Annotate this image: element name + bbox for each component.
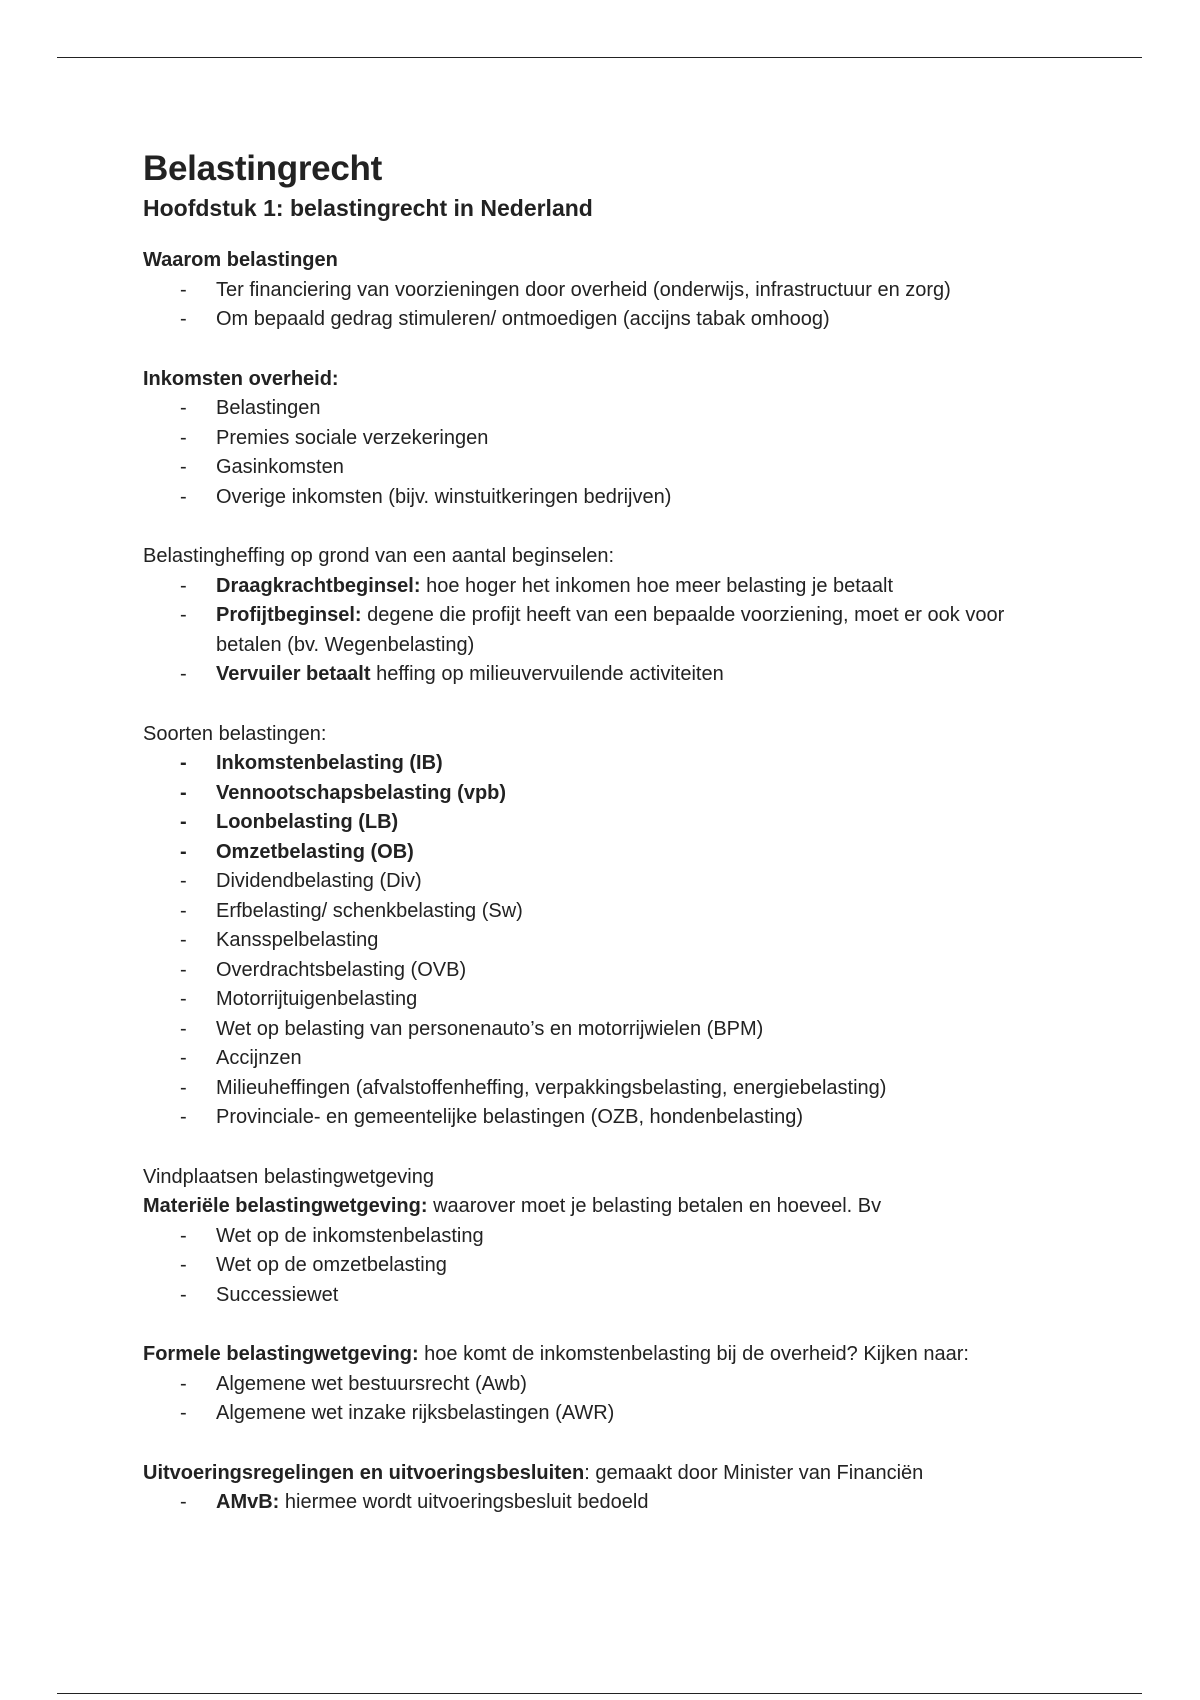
dash-bullet: - [180, 1372, 187, 1395]
list-item [143, 1488, 1073, 1518]
list-item-text: Wet op de inkomstenbelasting [216, 1224, 484, 1247]
list-item [143, 1281, 1073, 1311]
list-item-text: Om bepaald gedrag stimuleren/ ontmoedigen (accijns tabak omhoog) [216, 308, 830, 330]
list-item [143, 867, 1073, 897]
term-description: hoe komt de inkomstenbelasting bij de overheid? Kijken naar: [418, 1343, 969, 1365]
dash-bullet: - [180, 1017, 187, 1040]
list-item [143, 1370, 1073, 1400]
list-item-text: Algemene wet inzake rijksbelastingen (AWR) [216, 1402, 615, 1424]
list-item-text: Dividendbelasting (Div) [216, 870, 422, 892]
term-label: Vervuiler betaalt [216, 663, 371, 685]
dash-bullet: - [180, 899, 187, 922]
list-item [143, 276, 1073, 306]
section-uitvoering [143, 1459, 1073, 1518]
dash-bullet: - [180, 811, 187, 833]
dash-list [143, 394, 1073, 512]
term-description: hiermee wordt uitvoeringsbesluit bedoeld [279, 1491, 649, 1513]
list-item [143, 1222, 1073, 1252]
list-item [143, 660, 1073, 690]
dash-bullet: - [180, 1491, 187, 1513]
term-label: Profijtbeginsel: [216, 604, 362, 626]
list-item [143, 305, 1073, 335]
dash-bullet: - [180, 1106, 187, 1128]
term-label: Draagkrachtbeginsel: [216, 574, 421, 597]
dash-bullet: - [180, 1283, 187, 1306]
list-item-text: Overdrachtsbelasting (OVB) [216, 958, 467, 981]
list-item-text: Gasinkomsten [216, 456, 344, 478]
dash-bullet: - [180, 1076, 187, 1099]
section-heading: Inkomsten overheid: [143, 367, 339, 390]
term-label: Uitvoeringsregelingen en uitvoeringsbesluiten [143, 1461, 585, 1484]
list-item [143, 838, 1073, 868]
dash-bullet: - [180, 1254, 187, 1276]
list-item-text: Omzetbelasting (OB) [216, 840, 414, 863]
dash-bullet: - [180, 456, 187, 478]
dash-bullet: - [180, 426, 187, 449]
dash-bullet: - [180, 604, 187, 626]
dash-bullet: - [180, 485, 187, 508]
list-item-text: Belastingen [216, 397, 321, 419]
list-item [143, 749, 1073, 779]
term-description: heffing op milieuvervuilende activiteiten [370, 663, 724, 685]
list-item-text: Successiewet [216, 1283, 339, 1306]
list-item [143, 394, 1073, 424]
section-formeel [143, 1340, 1073, 1429]
list-item-text: Milieuheffingen (afvalstoffenheffing, verpakkingsbelasting, energiebelasting) [216, 1076, 887, 1099]
dash-bullet: - [180, 840, 187, 863]
list-item [143, 926, 1073, 956]
section-soorten [143, 720, 1073, 1133]
term-label: AMvB: [216, 1491, 280, 1513]
list-item-text: Kansspelbelasting [216, 929, 379, 951]
list-item-text: Provinciale- en gemeentelijke belastingen (OZB, hondenbelasting) [216, 1106, 804, 1128]
section-waarom [143, 246, 1073, 335]
list-item-text: Vennootschapsbelasting (vpb) [216, 781, 507, 804]
list-item-text: Wet op belasting van personenauto’s en motorrijwielen (BPM) [216, 1017, 764, 1040]
list-item [143, 483, 1073, 513]
dash-list [143, 749, 1073, 1133]
term-description: degene die profijt heeft van een bepaalde voorziening, moet er ook voor betalen (bv. Wegenbelasting) [216, 604, 1005, 656]
list-item-text: Premies sociale verzekeringen [216, 426, 489, 449]
term-description: waarover moet je belasting betalen en hoeveel. Bv [427, 1195, 882, 1217]
section-vindplaatsen [143, 1163, 1073, 1311]
dash-bullet: - [180, 574, 187, 597]
dash-list [143, 1488, 1073, 1518]
section-beginselen [143, 542, 1073, 690]
dash-bullet: - [180, 1402, 187, 1424]
dash-bullet: - [180, 870, 187, 892]
list-item [143, 453, 1073, 483]
list-item [143, 808, 1073, 838]
list-item [143, 1251, 1073, 1281]
list-item [143, 1399, 1073, 1429]
document-body [143, 145, 1073, 1548]
top-rule [57, 57, 1142, 58]
list-item-text: Loonbelasting (LB) [216, 811, 399, 833]
dash-bullet: - [180, 781, 187, 804]
dash-bullet: - [180, 958, 187, 981]
bottom-rule [57, 1693, 1142, 1694]
dash-bullet: - [180, 929, 187, 951]
list-item-text: Algemene wet bestuursrecht (Awb) [216, 1372, 527, 1395]
dash-bullet: - [180, 278, 187, 301]
dash-bullet: - [180, 988, 187, 1010]
list-item-text: Overige inkomsten (bijv. winstuitkeringen bedrijven) [216, 485, 672, 508]
list-item [143, 572, 1073, 602]
list-item [143, 601, 1073, 660]
list-item [143, 956, 1073, 986]
definition-line [143, 1459, 1073, 1489]
list-item [143, 1103, 1073, 1133]
section-intro: Soorten belastingen: [143, 722, 327, 745]
list-item [143, 779, 1073, 809]
dash-list [143, 276, 1073, 335]
document-title: Belastingrecht [143, 149, 382, 188]
section-inkomsten [143, 365, 1073, 513]
list-item-text: Ter financiering van voorzieningen door overheid (onderwijs, infrastructuur en zorg) [216, 278, 951, 301]
term-description: : gemaakt door Minister van Financiën [584, 1461, 924, 1484]
dash-bullet: - [180, 1224, 187, 1247]
dash-bullet: - [180, 397, 187, 419]
dash-bullet: - [180, 308, 187, 330]
list-item-text: Motorrijtuigenbelasting [216, 988, 418, 1010]
dash-bullet: - [180, 1047, 187, 1069]
term-description: hoe hoger het inkomen hoe meer belasting je betaalt [420, 574, 894, 597]
dash-list [143, 1370, 1073, 1429]
list-item-text: Wet op de omzetbelasting [216, 1254, 447, 1276]
chapter-heading: Hoofdstuk 1: belastingrecht in Nederland [143, 195, 593, 221]
list-item-text: Inkomstenbelasting (IB) [216, 752, 443, 774]
dash-list [143, 1222, 1073, 1311]
section-intro: Vindplaatsen belastingwetgeving [143, 1165, 434, 1188]
list-item-text: Accijnzen [216, 1047, 302, 1069]
list-item [143, 1044, 1073, 1074]
section-heading: Waarom belastingen [143, 249, 338, 271]
dash-list [143, 572, 1073, 690]
dash-bullet: - [180, 663, 187, 685]
term-label: Formele belastingwetgeving: [143, 1343, 419, 1365]
list-item [143, 1074, 1073, 1104]
dash-bullet: - [180, 752, 187, 774]
term-label: Materiële belastingwetgeving: [143, 1195, 428, 1217]
definition-line [143, 1192, 1073, 1222]
list-item [143, 897, 1073, 927]
section-intro: Belastingheffing op grond van een aantal beginselen: [143, 545, 615, 567]
list-item-text: Erfbelasting/ schenkbelasting (Sw) [216, 899, 523, 922]
list-item [143, 985, 1073, 1015]
definition-line [143, 1340, 1073, 1370]
list-item [143, 424, 1073, 454]
list-item [143, 1015, 1073, 1045]
